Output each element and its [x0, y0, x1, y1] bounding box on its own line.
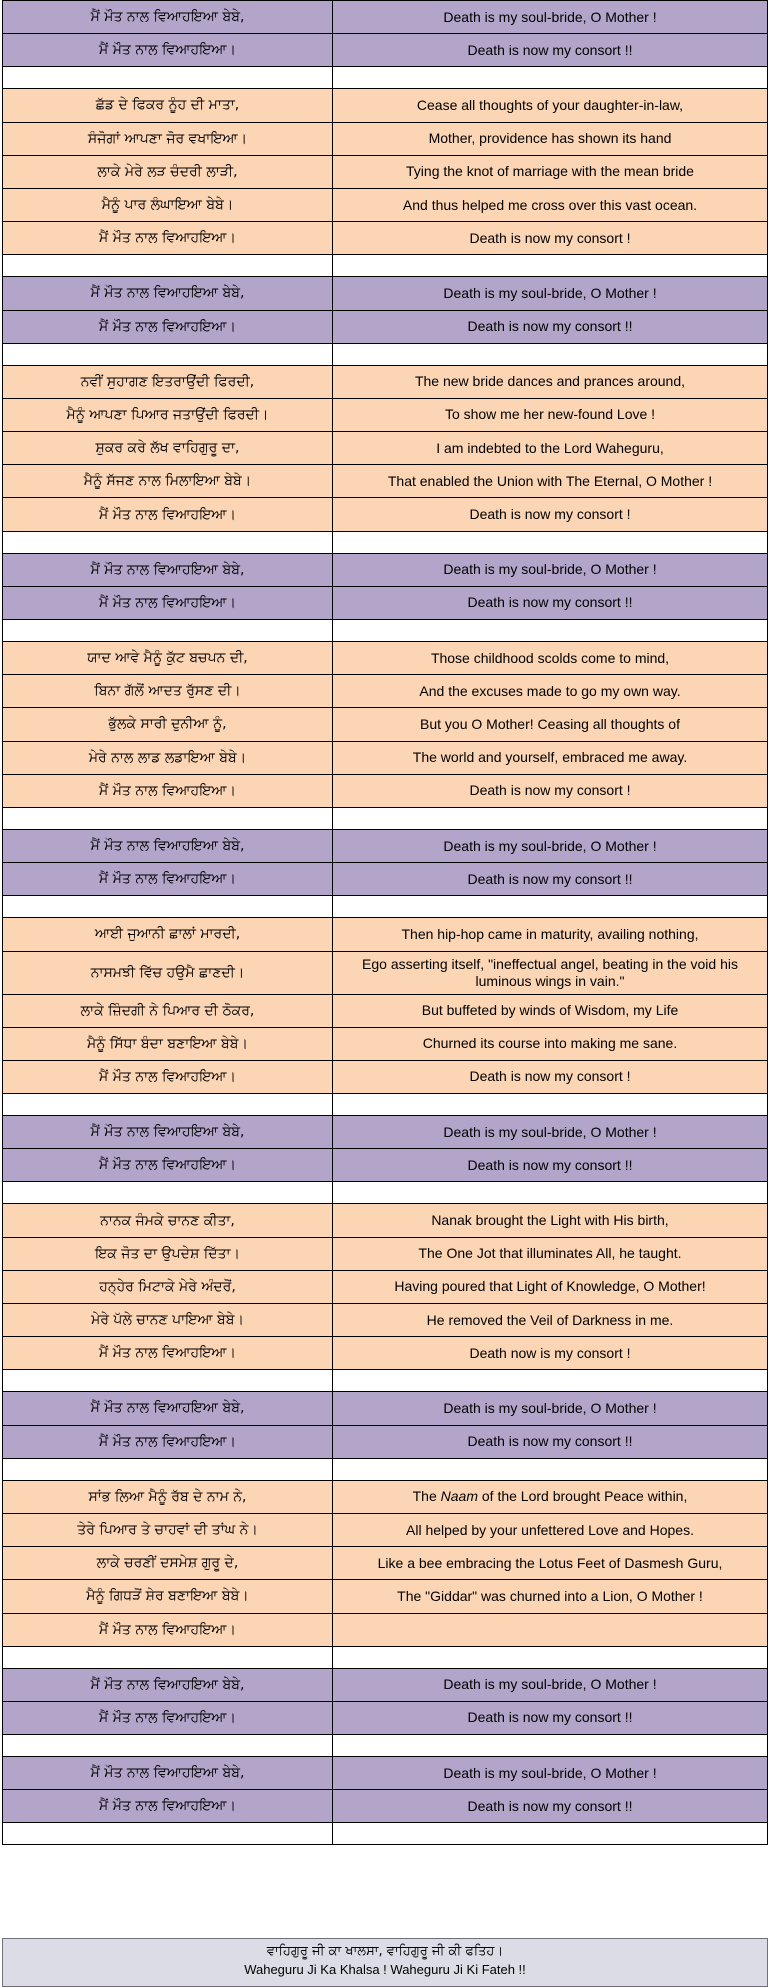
english-line: Death is now my consort !!: [333, 863, 768, 896]
punjabi-line: ਮੈਂ ਮੌਤ ਨਾਲ ਵਿਆਹਇਆ।: [3, 1149, 333, 1182]
english-line: [333, 1480, 768, 1513]
punjabi-line: [3, 1370, 333, 1392]
verse-row: [3, 188, 768, 221]
refrain-row: [3, 1790, 768, 1823]
refrain-row: [3, 586, 768, 619]
english-line: Death is my soul-bride, O Mother !: [333, 1392, 768, 1425]
punjabi-line: [3, 896, 333, 918]
english-line: But buffeted by winds of Wisdom, my Life: [333, 994, 768, 1027]
punjabi-line: ਬਿਨਾ ਗੱਲੋਂ ਆਦਤ ਰੁੱਸਣ ਦੀ।: [3, 675, 333, 708]
english-line: Churned its course into making me sane.: [333, 1027, 768, 1060]
punjabi-line: ਮੇਰੇ ਨਾਲ ਲਾਡ ਲਡਾਇਆ ਬੇਬੇ।: [3, 741, 333, 774]
punjabi-line: ਮੈਨੂੰ ਸੱਜਣ ਨਾਲ ਮਿਲਾਇਆ ਬੇਬੇ।: [3, 465, 333, 498]
punjabi-line: [3, 255, 333, 277]
punjabi-line: ਹਨ੍ਹੇਰ ਮਿਟਾਕੇ ਮੇਰੇ ਅੰਦਰੋਂ,: [3, 1270, 333, 1303]
english-line: [333, 1735, 768, 1757]
english-emphasis: Naam: [440, 1488, 478, 1505]
punjabi-line: [3, 1094, 333, 1116]
english-line: Death is now my consort !!: [333, 310, 768, 343]
english-line: [333, 807, 768, 829]
verse-row: [3, 465, 768, 498]
punjabi-line: ਮੈਂ ਮੌਤ ਨਾਲ ਵਿਆਹਇਆ।: [3, 1790, 333, 1823]
verse-row: [3, 155, 768, 188]
english-line: I am indebted to the Lord Waheguru,: [333, 432, 768, 465]
spacer-row: [3, 1182, 768, 1204]
english-line: [333, 1823, 768, 1845]
english-line: And the excuses made to go my own way.: [333, 675, 768, 708]
english-line: Death is now my consort !!: [333, 1790, 768, 1823]
refrain-row: [3, 1116, 768, 1149]
refrain-row: [3, 1757, 768, 1790]
english-line: Having poured that Light of Knowledge, O Mother!: [333, 1270, 768, 1303]
punjabi-line: ਮੈਂ ਮੌਤ ਨਾਲ ਵਿਆਹਇਆ।: [3, 586, 333, 619]
punjabi-line: ਨਾਨਕ ਜੰਮਕੇ ਚਾਨਣ ਕੀਤਾ,: [3, 1204, 333, 1237]
punjabi-line: ਮੈਂ ਮੌਤ ਨਾਲ ਵਿਆਹਇਆ।: [3, 498, 333, 531]
english-line: The "Giddar" was churned into a Lion, O Mother !: [333, 1580, 768, 1613]
punjabi-line: ਮੇਰੇ ਪੱਲੇ ਚਾਨਣ ਪਾਇਆ ਬੇਬੇ।: [3, 1304, 333, 1337]
verse-row: [3, 398, 768, 431]
punjabi-line: [3, 1646, 333, 1668]
verse-row: [3, 222, 768, 255]
punjabi-line: ਮੈਂ ਮੌਤ ਨਾਲ ਵਿਆਹਇਆ।: [3, 222, 333, 255]
english-line: To show me her new-found Love !: [333, 398, 768, 431]
verse-row: [3, 1270, 768, 1303]
footer-salutation: [2, 1938, 768, 1987]
english-line: [333, 531, 768, 553]
english-line: Death is now my consort !!: [333, 34, 768, 67]
punjabi-line: ਮੈਂ ਮੌਤ ਨਾਲ ਵਿਆਹਇਆ।: [3, 1060, 333, 1093]
spacer-row: [3, 1094, 768, 1116]
punjabi-line: [3, 807, 333, 829]
punjabi-line: [3, 1823, 333, 1845]
english-line: The world and yourself, embraced me away.: [333, 741, 768, 774]
punjabi-line: ਮੈਂ ਮੌਤ ਨਾਲ ਵਿਆਹਇਆ।: [3, 774, 333, 807]
english-line: [333, 67, 768, 89]
english-line: [333, 1613, 768, 1646]
english-line: Death is my soul-bride, O Mother !: [333, 553, 768, 586]
spacer-row: [3, 1646, 768, 1668]
refrain-row: [3, 34, 768, 67]
punjabi-line: ਮੈਂ ਮੌਤ ਨਾਲ ਵਿਆਹਇਆ।: [3, 863, 333, 896]
verse-row: [3, 432, 768, 465]
punjabi-line: ਮੈਨੂੰ ਆਪਣਾ ਪਿਆਰ ਜਤਾਉਂਦੀ ਫਿਰਦੀ।: [3, 398, 333, 431]
punjabi-line: ਯਾਦ ਆਵੇ ਮੈਨੂੰ ਕੁੱਟ ਬਚਪਨ ਦੀ,: [3, 642, 333, 675]
verse-row: [3, 1513, 768, 1546]
english-line: Ego asserting itself, "ineffectual angel, beating in the void his luminous wings in vain.": [333, 951, 768, 994]
refrain-row: [3, 310, 768, 343]
english-line: Death is now my consort !: [333, 498, 768, 531]
english-line: The One Jot that illuminates All, he taught.: [333, 1237, 768, 1270]
english-line: Like a bee embracing the Lotus Feet of Dasmesh Guru,: [333, 1547, 768, 1580]
punjabi-line: ਮੈਂ ਮੌਤ ਨਾਲ ਵਿਆਹਇਆ ਬੇਬੇ,: [3, 1757, 333, 1790]
english-line: But you O Mother! Ceasing all thoughts of: [333, 708, 768, 741]
punjabi-line: [3, 620, 333, 642]
refrain-row: [3, 553, 768, 586]
punjabi-line: ਲਾਕੇ ਜ਼ਿੰਦਗੀ ਨੇ ਪਿਆਰ ਦੀ ਠੋਕਰ,: [3, 994, 333, 1027]
english-line: Death is now my consort !!: [333, 1701, 768, 1734]
english-line: [333, 1458, 768, 1480]
english-line: Death is my soul-bride, O Mother !: [333, 829, 768, 862]
verse-table-container: [2, 0, 768, 1845]
punjabi-line: [3, 1182, 333, 1204]
verse-row: [3, 1580, 768, 1613]
verse-table-body: [3, 1, 768, 1845]
spacer-row: [3, 807, 768, 829]
verse-row: [3, 1547, 768, 1580]
punjabi-line: [3, 1735, 333, 1757]
footer-punjabi: ਵਾਹਿਗੁਰੂ ਜੀ ਕਾ ਖਾਲਸਾ, ਵਾਹਿਗੁਰੂ ਜੀ ਕੀ ਫਤਿਹ।: [266, 1944, 504, 1959]
punjabi-line: ਇਕ ਜੋਤ ਦਾ ਉਪਦੇਸ਼ ਦਿੱਤਾ।: [3, 1237, 333, 1270]
english-line: Death is my soul-bride, O Mother !: [333, 1668, 768, 1701]
spacer-row: [3, 1823, 768, 1845]
spacer-row: [3, 343, 768, 365]
refrain-row: [3, 1425, 768, 1458]
english-line: Then hip-hop came in maturity, availing nothing,: [333, 918, 768, 951]
refrain-row: [3, 829, 768, 862]
verse-row: [3, 951, 768, 994]
english-line: Death is my soul-bride, O Mother !: [333, 277, 768, 310]
verse-row: [3, 1060, 768, 1093]
english-line: Death is my soul-bride, O Mother !: [333, 1116, 768, 1149]
english-line: Death is my soul-bride, O Mother !: [333, 1, 768, 34]
english-line: All helped by your unfettered Love and Hopes.: [333, 1513, 768, 1546]
punjabi-line: ਭੁੱਲਕੇ ਸਾਰੀ ਦੁਨੀਆ ਨੂੰ,: [3, 708, 333, 741]
verse-row: [3, 994, 768, 1027]
punjabi-line: ਮੈਂ ਮੌਤ ਨਾਲ ਵਿਆਹਇਆ।: [3, 34, 333, 67]
english-text: The: [412, 1488, 441, 1505]
punjabi-line: ਨਾਸਮਝੀ ਵਿੱਚ ਹਉਮੈ ਛਾਣਦੀ।: [3, 951, 333, 994]
english-line: [333, 1094, 768, 1116]
english-line: [333, 1646, 768, 1668]
refrain-row: [3, 277, 768, 310]
punjabi-line: [3, 343, 333, 365]
english-line: Those childhood scolds come to mind,: [333, 642, 768, 675]
english-line: Death is my soul-bride, O Mother !: [333, 1757, 768, 1790]
english-line: Mother, providence has shown its hand: [333, 122, 768, 155]
verse-row: [3, 774, 768, 807]
verse-row: [3, 741, 768, 774]
english-line: [333, 1370, 768, 1392]
punjabi-line: ਮੈਂ ਮੌਤ ਨਾਲ ਵਿਆਹਇਆ ਬੇਬੇ,: [3, 1116, 333, 1149]
spacer-row: [3, 255, 768, 277]
punjabi-line: ਮੈਨੂੰ ਸਿੱਧਾ ਬੰਦਾ ਬਣਾਇਆ ਬੇਬੇ।: [3, 1027, 333, 1060]
punjabi-line: ਮੈਨੂੰ ਪਾਰ ਲੰਘਾਇਆ ਬੇਬੇ।: [3, 188, 333, 221]
english-line: [333, 620, 768, 642]
english-line: Tying the knot of marriage with the mean bride: [333, 155, 768, 188]
punjabi-line: ਮੈਂ ਮੌਤ ਨਾਲ ਵਿਆਹਇਆ।: [3, 1425, 333, 1458]
verse-row: [3, 498, 768, 531]
refrain-row: [3, 863, 768, 896]
spacer-row: [3, 67, 768, 89]
english-text: of the Lord brought Peace within,: [478, 1488, 688, 1505]
english-line: The new bride dances and prances around,: [333, 365, 768, 398]
punjabi-line: ਮੈਂ ਮੌਤ ਨਾਲ ਵਿਆਹਇਆ ਬੇਬੇ,: [3, 553, 333, 586]
verse-row: [3, 1613, 768, 1646]
english-line: Cease all thoughts of your daughter-in-law,: [333, 89, 768, 122]
english-line: That enabled the Union with The Eternal, O Mother !: [333, 465, 768, 498]
english-line: [333, 1182, 768, 1204]
spacer-row: [3, 1370, 768, 1392]
punjabi-line: ਮੈਂ ਮੌਤ ਨਾਲ ਵਿਆਹਇਆ।: [3, 310, 333, 343]
spacer-row: [3, 620, 768, 642]
english-line: [333, 343, 768, 365]
english-line: Death is now my consort !: [333, 774, 768, 807]
english-line: Death is now my consort !!: [333, 1425, 768, 1458]
refrain-row: [3, 1668, 768, 1701]
footer-english: Waheguru Ji Ka Khalsa ! Waheguru Ji Ki Fateh !!: [244, 1962, 526, 1977]
verse-row: [3, 89, 768, 122]
punjabi-line: ਮੈਂ ਮੌਤ ਨਾਲ ਵਿਆਹਇਆ ਬੇਬੇ,: [3, 829, 333, 862]
english-line: Death is now my consort !!: [333, 1149, 768, 1182]
spacer-row: [3, 896, 768, 918]
punjabi-line: ਲਾਕੇ ਮੇਰੇ ਲੜ ਚੰਦਰੀ ਲਾੜੀ,: [3, 155, 333, 188]
refrain-row: [3, 1701, 768, 1734]
punjabi-line: ਸੰਜੋਗਾਂ ਆਪਣਾ ਜੋਰ ਵਖਾਇਆ।: [3, 122, 333, 155]
punjabi-line: [3, 531, 333, 553]
english-line: Death is now my consort !!: [333, 586, 768, 619]
punjabi-line: ਮੈਂ ਮੌਤ ਨਾਲ ਵਿਆਹਇਆ ਬੇਬੇ,: [3, 1668, 333, 1701]
punjabi-line: ਮੈਂ ਮੌਤ ਨਾਲ ਵਿਆਹਇਆ ਬੇਬੇ,: [3, 277, 333, 310]
refrain-row: [3, 1392, 768, 1425]
spacer-row: [3, 1458, 768, 1480]
spacer-row: [3, 531, 768, 553]
refrain-row: [3, 1149, 768, 1182]
verse-table: [2, 0, 768, 1845]
punjabi-line: ਮੈਂ ਮੌਤ ਨਾਲ ਵਿਆਹਇਆ।: [3, 1613, 333, 1646]
punjabi-line: ਮੈਂ ਮੌਤ ਨਾਲ ਵਿਆਹਇਆ ਬੇਬੇ,: [3, 1, 333, 34]
verse-row: [3, 918, 768, 951]
english-line: And thus helped me cross over this vast ocean.: [333, 188, 768, 221]
verse-row: [3, 1027, 768, 1060]
verse-row: [3, 1204, 768, 1237]
punjabi-line: ਸਾਂਭ ਲਿਆ ਮੈਨੂੰ ਰੱਬ ਦੇ ਨਾਮ ਨੇ,: [3, 1480, 333, 1513]
punjabi-line: ਨਵੀਂ ਸੁਹਾਗਣ ਇਤਰਾਉਂਦੀ ਫਿਰਦੀ,: [3, 365, 333, 398]
verse-row: [3, 1237, 768, 1270]
english-line: He removed the Veil of Darkness in me.: [333, 1304, 768, 1337]
verse-row: [3, 642, 768, 675]
english-line: Death is now my consort !: [333, 1060, 768, 1093]
verse-row: [3, 122, 768, 155]
english-line: Nanak brought the Light with His birth,: [333, 1204, 768, 1237]
english-line: Death is now my consort !: [333, 222, 768, 255]
english-line: [333, 896, 768, 918]
verse-row: [3, 1480, 768, 1513]
punjabi-line: ਤੇਰੇ ਪਿਆਰ ਤੇ ਚਾਹਵਾਂ ਦੀ ਤਾਂਘ ਨੇ।: [3, 1513, 333, 1546]
punjabi-line: ਛੱਡ ਦੇ ਫਿਕਰ ਨੂੰਹ ਦੀ ਮਾਤਾ,: [3, 89, 333, 122]
english-line: Death now is my consort !: [333, 1337, 768, 1370]
punjabi-line: [3, 67, 333, 89]
punjabi-line: ਮੈਨੂੰ ਗਿਧੜੋਂ ਸ਼ੇਰ ਬਣਾਇਆ ਬੇਬੇ।: [3, 1580, 333, 1613]
verse-row: [3, 1337, 768, 1370]
verse-row: [3, 708, 768, 741]
refrain-row: [3, 1, 768, 34]
punjabi-line: [3, 1458, 333, 1480]
punjabi-line: ਲਾਕੇ ਚਰਣੀਂ ਦਸਮੇਸ਼ ਗੁਰੂ ਦੇ,: [3, 1547, 333, 1580]
punjabi-line: ਮੈਂ ਮੌਤ ਨਾਲ ਵਿਆਹਇਆ।: [3, 1337, 333, 1370]
verse-row: [3, 675, 768, 708]
punjabi-line: ਮੈਂ ਮੌਤ ਨਾਲ ਵਿਆਹਇਆ ਬੇਬੇ,: [3, 1392, 333, 1425]
punjabi-line: ਆਈ ਜੁਆਨੀ ਛਾਲਾਂ ਮਾਰਦੀ,: [3, 918, 333, 951]
english-line: [333, 255, 768, 277]
spacer-row: [3, 1735, 768, 1757]
verse-row: [3, 1304, 768, 1337]
punjabi-line: ਸ਼ੁਕਰ ਕਰੇ ਲੱਖ ਵਾਹਿਗੁਰੂ ਦਾ,: [3, 432, 333, 465]
punjabi-line: ਮੈਂ ਮੌਤ ਨਾਲ ਵਿਆਹਇਆ।: [3, 1701, 333, 1734]
verse-row: [3, 365, 768, 398]
